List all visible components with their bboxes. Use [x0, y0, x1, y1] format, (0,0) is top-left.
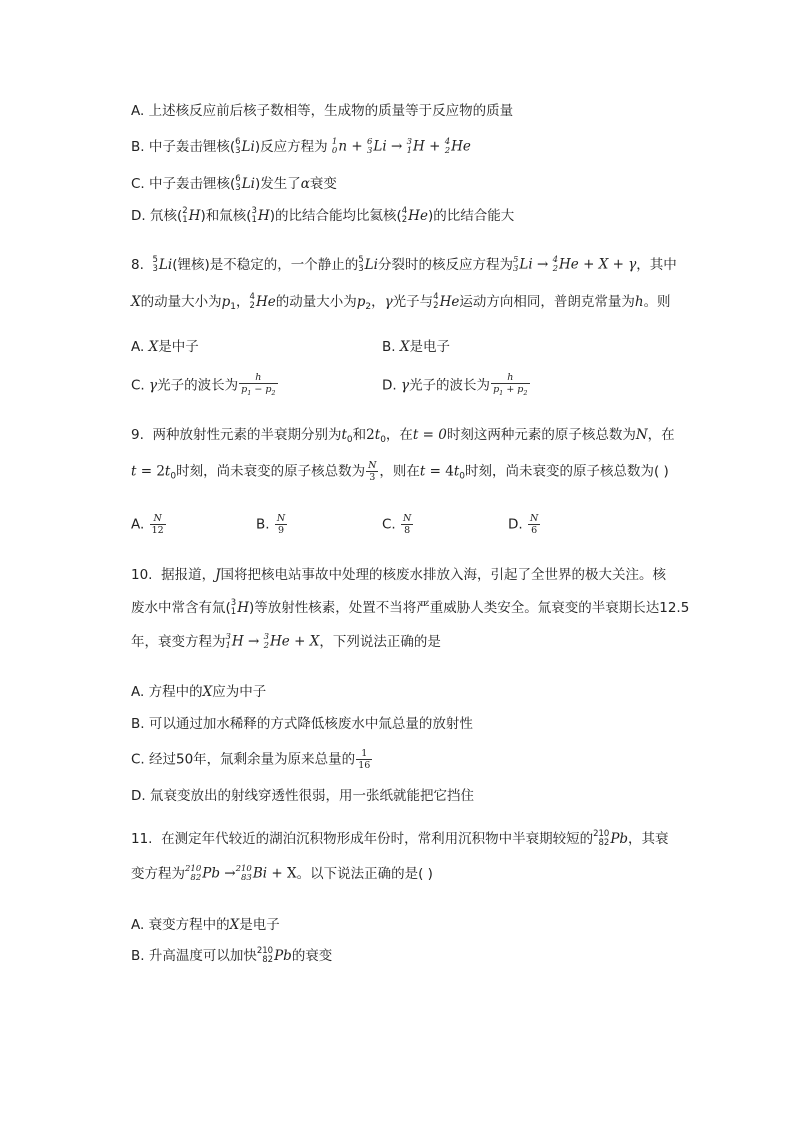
q8-option-d: D. γ光子的波长为 $\frac{h}{p_1 + p_2}$ [382, 372, 528, 397]
equation-li-decay: 5 3 Li → 4 2 He + X + γ [512, 255, 637, 274]
q8-stem-line1: 8. 5 3 Li(锂核)是不稳定的，一个静止的 5 3 Li分裂时的核反应方程为 5 3 Li → 4 2 He + X + γ，其中 [131, 255, 677, 274]
nuclide-he4: 4 2 He [401, 206, 428, 225]
question-number: 11. [131, 831, 153, 847]
q10-stem-line2: 废水中常含有氚( 3 1 H)等放射性核素，处置不当将严重威胁人类安全。氚衰变的半衰期长达12.5 [131, 598, 690, 617]
q9-option-d: D. $\frac{N}{6}$ [508, 513, 539, 536]
q8-stem-line2: X的动量大小为$p_1$， 4 2 He的动量大小为$p_2$，γ光子与 4 2 He运动方向相同，普朗克常量为h。则 [131, 292, 671, 312]
equation-n-li: 1 0 n + 6 3 Li → 3 1 H + 4 2 He [331, 137, 471, 156]
equation-pb-decay: 210 82 Pb → 210 83 Bi + X [185, 864, 297, 883]
q7-option-d: D. 氘核( 2 1 H)和氚核( 3 1 H)的比结合能均比氦核( 4 2 He)的比结合能大 [131, 206, 515, 225]
q9-option-b: B. $\frac{N}{9}$ [256, 513, 286, 536]
q10-stem-line3: 年，衰变方程为 3 1 H → 3 2 He + X，下列说法正确的是 [131, 632, 441, 651]
q10-option-a: A. 方程中的X应为中子 [131, 684, 267, 700]
question-number: 9. [131, 427, 144, 443]
q9-option-a: A. $\frac{N}{12}$ [131, 513, 164, 536]
q10-option-d: D. 氚衰变放出的射线穿透性很弱，用一张纸就能把它挡住 [131, 788, 474, 804]
q11-stem-line1: 11. 在测定年代较近的湖泊沉积物形成年份时，常利用沉积物中半衰期较短的 210 82 Pb，其衰 [131, 829, 669, 848]
nuclide-li: 6 3 Li [235, 174, 255, 193]
q10-stem-line1: 10. 据报道，J国将把核电站事故中处理的核废水排放入海，引起了全世界的极大关注。核 [131, 567, 666, 583]
q7-option-a-text: A. 上述核反应前后核子数相等，生成物的质量等于反应物的质量 [131, 103, 514, 119]
q11-option-a: A. 衰变方程中的X是电子 [131, 917, 280, 933]
q7-option-c: C. 中子轰击锂核( 6 3 Li)发生了α衰变 [131, 174, 337, 193]
equation-tritium-decay: 3 1 H → 3 2 He + X [225, 632, 320, 651]
nuclide-h3: 3 1 H [251, 206, 270, 225]
q8-option-b: B. X是电子 [382, 339, 450, 355]
q11-stem-line2: 变方程为 210 82 Pb → 210 83 Bi + X。以下说法正确的是( ) [131, 864, 433, 883]
q10-option-b: B. 可以通过加水稀释的方式降低核废水中氚总量的放射性 [131, 716, 473, 732]
fraction-h-over-p1-plus-p2: $\frac{h}{p_1 + p_2}$ [493, 372, 528, 397]
q7-option-b: B. 中子轰击锂核( 6 3 Li)反应方程为 1 0 n + 6 3 Li → 3 1 H + 4 2 He [131, 137, 471, 156]
q10-option-c: C. 经过50年，氚剩余量为原来总量的 $\frac{1}{16}$ [131, 748, 371, 771]
question-number: 10. [131, 567, 153, 583]
q9-stem-line1: 9. 两种放射性元素的半衰期分别为$t_0$和$2t_0$，在t = 0时刻这两种元素的原子核总数为N，在 [131, 427, 675, 445]
fraction-h-over-p1-minus-p2: $\frac{h}{p_1 - p_2}$ [241, 372, 276, 397]
question-number: 8. [131, 257, 144, 273]
q9-stem-line2: $t = 2t_0$时刻，尚未衰变的原子核总数为 $\frac{N}{3}$ ，则在$t = 4t_0$时刻，尚未衰变的原子核总数为( ) [131, 460, 669, 483]
q8-option-a: A. X是中子 [131, 339, 199, 355]
q9-option-c: C. $\frac{N}{8}$ [382, 513, 412, 536]
q8-option-c: C. γ光子的波长为 $\frac{h}{p_1 - p_2}$ [131, 372, 276, 397]
q11-option-b: B. 升高温度可以加快 210 82 Pb的衰变 [131, 946, 333, 965]
nuclide-h2: 2 1 H [182, 206, 201, 225]
q7-option-a [131, 101, 513, 121]
nuclide-li: 6 3 Li [235, 137, 255, 156]
